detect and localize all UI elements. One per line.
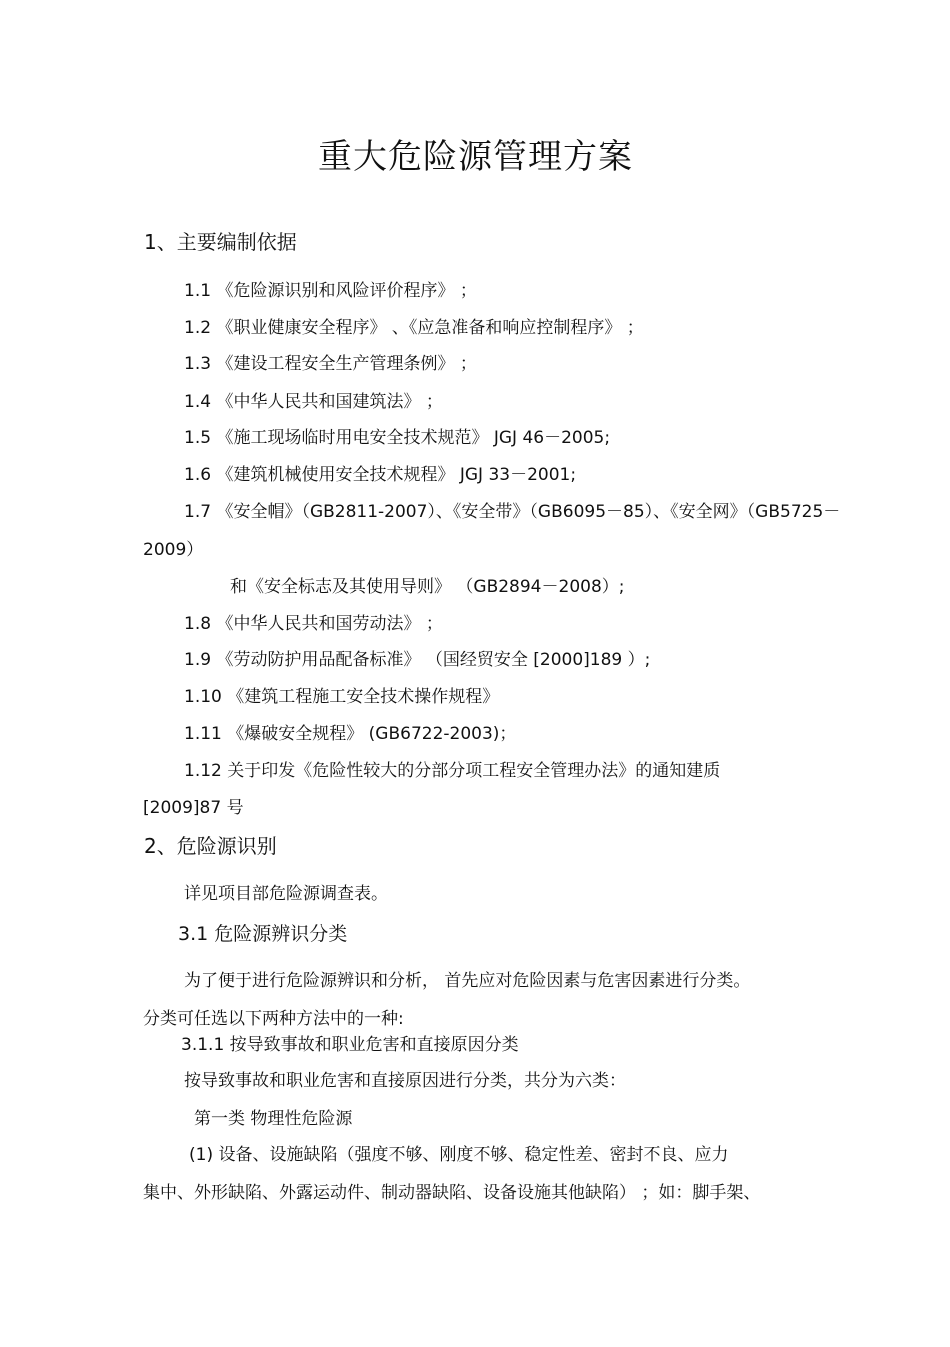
list-item: 1.10 《建筑工程施工安全技术操作规程》 bbox=[184, 687, 500, 707]
paragraph-line: (1) 设备、设施缺陷（强度不够、刚度不够、稳定性差、密封不良、应力 bbox=[189, 1145, 729, 1165]
list-item: 1.2 《职业健康安全程序》 、《应急准备和响应控制程序》 ； bbox=[184, 318, 644, 338]
list-item: 1.6 《建筑机械使用安全技术规程》 JGJ 33－2001; bbox=[184, 465, 577, 485]
sub-subsection-heading: 3.1.1 按导致事故和职业危害和直接原因分类 bbox=[181, 1035, 519, 1055]
list-item: 1.5 《施工现场临时用电安全技术规范》 JGJ 46－2005; bbox=[184, 428, 611, 448]
list-item: 1.7 《安全帽》（GB2811-2007）、《安全带》（GB6095－85）、《安全网》（GB5725－ bbox=[184, 502, 841, 522]
list-item: 1.3 《建设工程安全生产管理条例》 ； bbox=[184, 354, 477, 374]
section-heading-2: 2、危险源识别 bbox=[144, 834, 277, 858]
list-item-continuation: [2009]87 号 bbox=[143, 798, 244, 818]
section-heading-1: 1、主要编制依据 bbox=[144, 230, 297, 254]
category-heading: 第一类 物理性危险源 bbox=[194, 1109, 353, 1129]
list-item: 1.4 《中华人民共和国建筑法》 ； bbox=[184, 392, 443, 412]
paragraph-line: 分类可任选以下两种方法中的一种: bbox=[143, 1009, 404, 1029]
paragraph-line: 为了便于进行危险源辨识和分析， 首先应对危险因素与危害因素进行分类。 bbox=[184, 971, 751, 991]
section-intro: 详见项目部危险源调查表。 bbox=[184, 884, 388, 904]
list-item: 1.8 《中华人民共和国劳动法》 ； bbox=[184, 614, 443, 634]
page-title: 重大危险源管理方案 bbox=[318, 137, 633, 177]
list-item: 1.1 《危险源识别和风险评价程序》 ； bbox=[184, 281, 477, 301]
list-item-continuation: 2009） bbox=[143, 540, 204, 560]
paragraph-line: 集中、外形缺陷、外露运动件、制动器缺陷、设备设施其他缺陷） ；如：脚手架、 bbox=[143, 1183, 761, 1203]
list-item: 1.12 关于印发《危险性较大的分部分项工程安全管理办法》的通知建质 bbox=[184, 761, 721, 781]
list-item: 1.9 《劳动防护用品配备标准》 （国经贸安全 [2000]189 ）; bbox=[184, 650, 651, 670]
list-item-continuation: 和《安全标志及其使用导则》 （GB2894－2008）; bbox=[230, 577, 625, 597]
paragraph-line: 按导致事故和职业危害和直接原因进行分类，共分为六类： bbox=[184, 1071, 626, 1091]
list-item: 1.11 《爆破安全规程》 (GB6722-2003)； bbox=[184, 724, 517, 744]
subsection-heading: 3.1 危险源辨识分类 bbox=[178, 923, 348, 945]
